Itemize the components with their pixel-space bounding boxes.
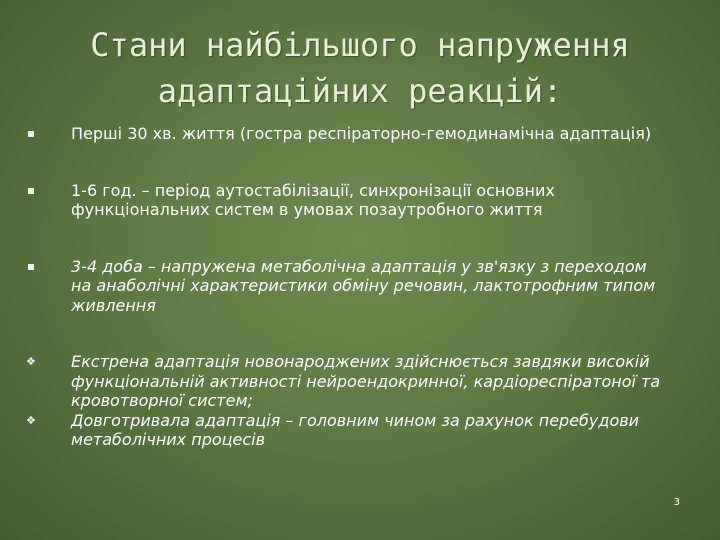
square-bullet-icon xyxy=(28,188,34,194)
square-bullet-icon xyxy=(28,131,34,137)
bullet-list xyxy=(28,124,668,450)
list-item-text: Перші 30 хв. життя (гостра респіраторно-гемодинамічна адаптація) xyxy=(71,124,652,143)
list-item xyxy=(28,181,668,220)
diamond-bullet-icon: ❖ xyxy=(26,413,36,427)
page-number: 3 xyxy=(673,497,680,508)
slide-title xyxy=(20,22,700,114)
list-item-text: 1-6 год. – період аутостабілізації, синхронізації основних функціональних систем в умовах позаутробного життя xyxy=(71,180,555,219)
list-item xyxy=(28,257,668,316)
square-bullet-icon xyxy=(28,264,34,270)
list-item-text: Довготривала адаптація – головним чином за рахунок перебудови метаболічних процесів xyxy=(71,410,640,449)
list-item-text: 3-4 доба – напружена метаболічна адаптація у зв'язку з переходом на анаболічні характеристики обміну речовин, лактотрофним типом живлення xyxy=(71,256,656,315)
list-item xyxy=(28,352,668,411)
list-item xyxy=(28,411,668,450)
title-line-1: Стани найбільшого напруження xyxy=(90,26,630,64)
title-line-2: адаптаційних реакцій: xyxy=(157,72,563,110)
diamond-bullet-icon: ❖ xyxy=(26,355,36,368)
list-item xyxy=(28,124,668,144)
list-item-text: Екстрена адаптація новонароджених здійснюється завдяки високій функціональній активності нейроендокринної, кардіореспіратоної та кровотворної систем; xyxy=(71,352,661,410)
